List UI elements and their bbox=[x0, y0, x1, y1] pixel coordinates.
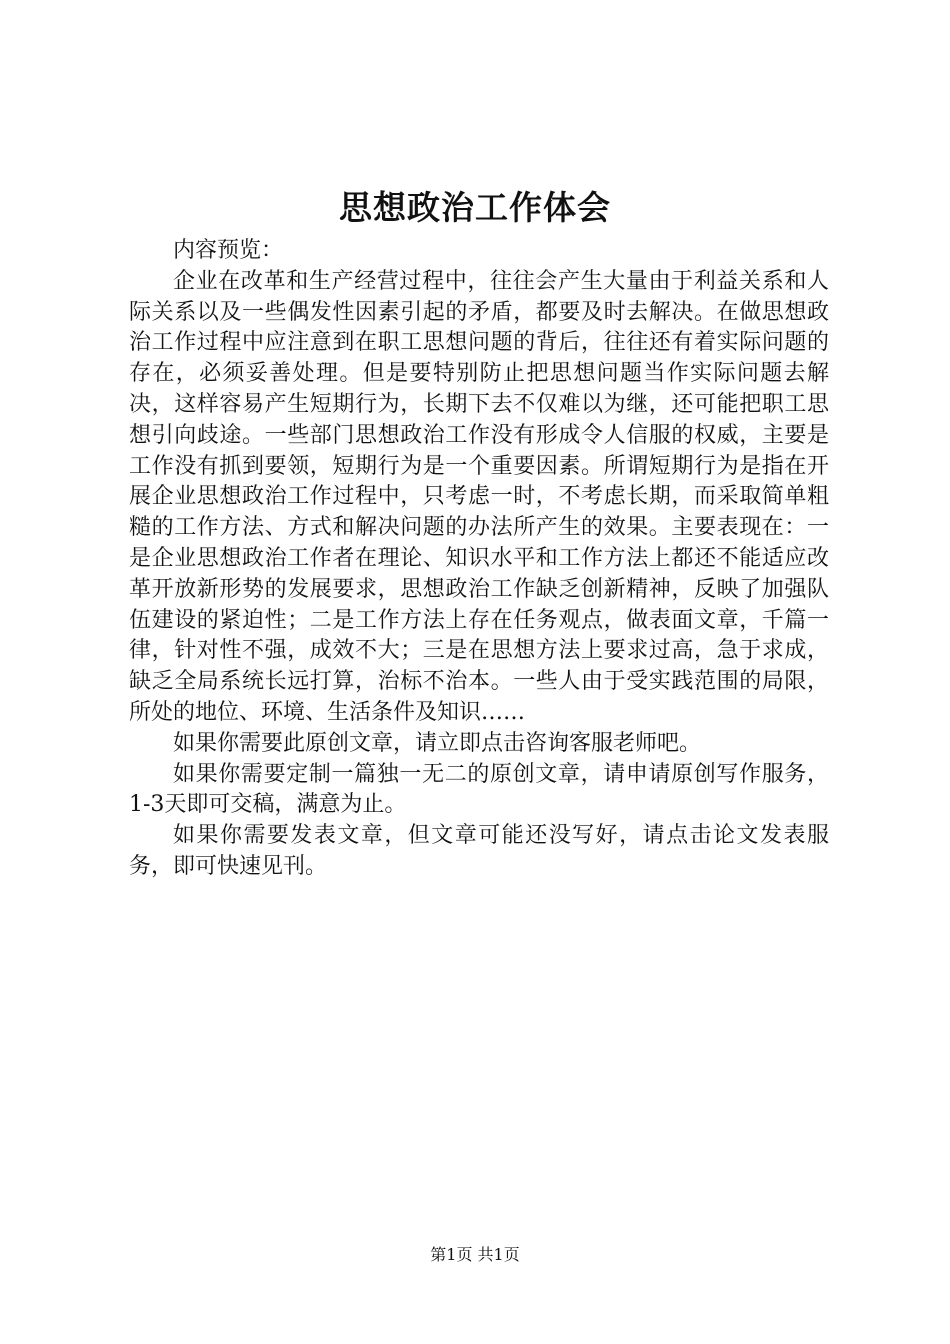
document-content bbox=[129, 236, 829, 883]
preview-label: 内容预览： bbox=[173, 238, 284, 263]
notice-custom-writing: 如果你需要定制一篇独一无二的原创文章，请申请原创写作服务，1-3天即可交稿，满意为止。 bbox=[129, 761, 829, 818]
body-paragraph: 企业在改革和生产经营过程中，往往会产生大量由于利益关系和人际关系以及一些偶发性因素引起的矛盾，都要及时去解决。在做思想政治工作过程中应注意到在职工思想问题的背后，往往还有着实际问题的存在，必须妥善处理。但是要特别防止把思想问题当作实际问题去解决，这样容易产生短期行为，长期下去不仅难以为继，还可能把职工思想引向歧途。一些部门思想政治工作没有形成令人信服的权威，主要是工作没有抓到要领，短期行为是一个重要因素。所谓短期行为是指在开展企业思想政治工作过程中，只考虑一时，不考虑长期，而采取简单粗糙的工作方法、方式和解决问题的办法所产生的效果。主要表现在：一是企业思想政治工作者在理论、知识水平和工作方法上都还不能适应改革开放新形势的发展要求，思想政治工作缺乏创新精神，反映了加强队伍建设的紧迫性；二是工作方法上存在任务观点，做表面文章，千篇一律，针对性不强，成效不大；三是在思想方法上要求过高，急于求成，缺乏全局系统长远打算，治标不治本。一些人由于受实践范围的局限，所处的地位、环境、生活条件及知识…… bbox=[129, 268, 829, 725]
notice-consult: 如果你需要此原创文章，请立即点击咨询客服老师吧。 bbox=[173, 730, 702, 756]
page-number-footer: 第1页 共1页 bbox=[430, 1245, 520, 1264]
notice-publishing: 如果你需要发表文章，但文章可能还没写好，请点击论文发表服务，即可快速见刊。 bbox=[129, 823, 829, 879]
document-title: 思想政治工作体会 bbox=[339, 188, 611, 227]
